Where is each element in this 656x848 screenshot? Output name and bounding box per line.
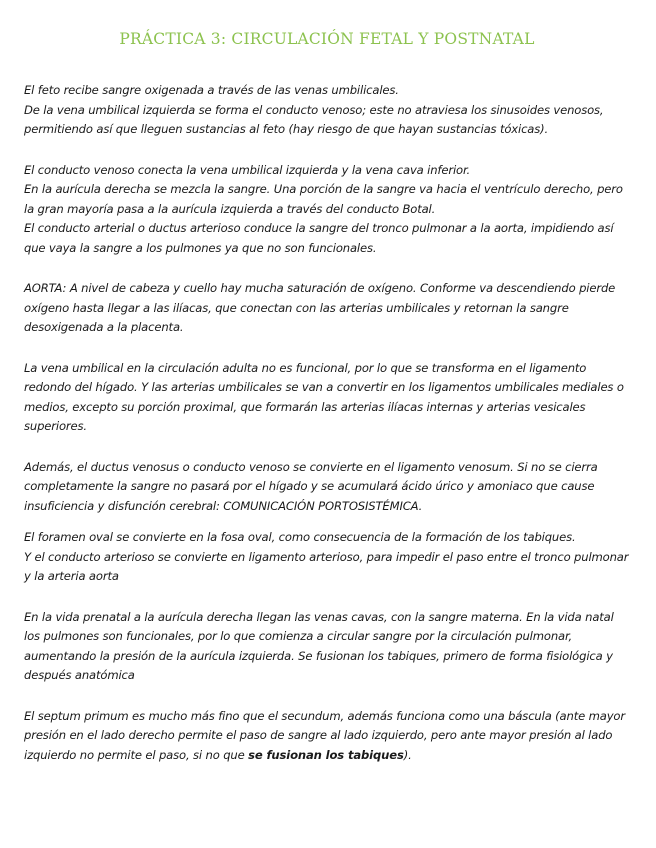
paragraph-line: El conducto venoso conecta la vena umbilical izquierda y la vena cava inferior.: [24, 162, 471, 177]
paragraph-2: [24, 161, 630, 259]
paragraph-line: De la vena umbilical izquierda se forma el conducto venoso; este no atraviesa los sinusoides venosos, permitiendo así que lleguen sustancias al feto (hay riesgo de que hayan sustancias tóxicas).: [24, 102, 604, 136]
paragraph-line: La vena umbilical en la circulación adulta no es funcional, por lo que se transforma en el ligamento redondo del hígado. Y las arterias umbilicales se van a convertir en los ligamentos umbilicales mediales o medios, excepto su porción proximal, que formarán las arterias ilíacas internas y arterias vesicales superiores.: [24, 360, 624, 433]
paragraph-line: El conducto arterial o ductus arterioso conduce la sangre del tronco pulmonar a la aorta, impidiendo así que vaya la sangre a los pulmones ya que no son funcionales.: [24, 221, 614, 255]
paragraph-4: [24, 359, 630, 437]
paragraph-text: El septum primum es mucho más fino que el secundum, además funciona como una báscula (ante mayor presión en el lado derecho permite el paso de sangre al lado izquierdo, pero ante mayor presión al lado izquierdo no permite el paso, si no que: [24, 708, 625, 762]
paragraph-line: En la vida prenatal a la aurícula derecha llegan las venas cavas, con la sangre materna. En la vida natal los pulmones son funcionales, por lo que comienza a circular sangre por la circulación pulmonar, aumentando la presión de la aurícula izquierda. Se fusionan los tabiques, primero de forma fisiológica y después anatómica: [24, 609, 614, 682]
paragraph-tail: ).: [403, 747, 412, 762]
paragraph-3: [24, 279, 630, 338]
paragraph-8: [24, 707, 630, 766]
paragraph-line: El foramen oval se convierte en la fosa oval, como consecuencia de la formación de los tabiques.: [24, 530, 576, 544]
page-title: PRÁCTICA 3: CIRCULACIÓN FETAL Y POSTNATAL: [119, 30, 535, 48]
paragraph-5: [24, 458, 630, 517]
paragraph-6: [24, 528, 630, 587]
paragraph-line: Y el conducto arterioso se convierte en ligamento arterioso, para impedir el paso entre el tronco pulmonar y la arteria aorta: [24, 549, 629, 583]
paragraph-7: [24, 608, 630, 686]
emphasis-text: se fusionan los tabiques: [248, 747, 404, 762]
paragraph-line: AORTA: A nivel de cabeza y cuello hay mucha saturación de oxígeno. Conforme va descendiendo pierde oxígeno hasta llegar a las ilíacas, que conectan con las arterias umbilicales y retornan la sangre desoxigenada a la placenta.: [24, 281, 616, 334]
paragraph-line: Además, el ductus venosus o conducto venoso se convierte en el ligamento venosum. Si no se cierra completamente la sangre no pasará por el hígado y se acumulará ácido úrico y amoniaco que cause insuficiencia y disfunción cerebral: COMUNICACIÓN PORTOSISTÉMICA.: [24, 459, 598, 513]
paragraph-line: El feto recibe sangre oxigenada a través de las venas umbilicales.: [24, 83, 399, 97]
paragraph-1: [24, 81, 630, 140]
paragraph-line: En la aurícula derecha se mezcla la sangre. Una porción de la sangre va hacia el ventrículo derecho, pero la gran mayoría pasa a la aurícula izquierda a través del conducto Botal.: [24, 182, 623, 216]
